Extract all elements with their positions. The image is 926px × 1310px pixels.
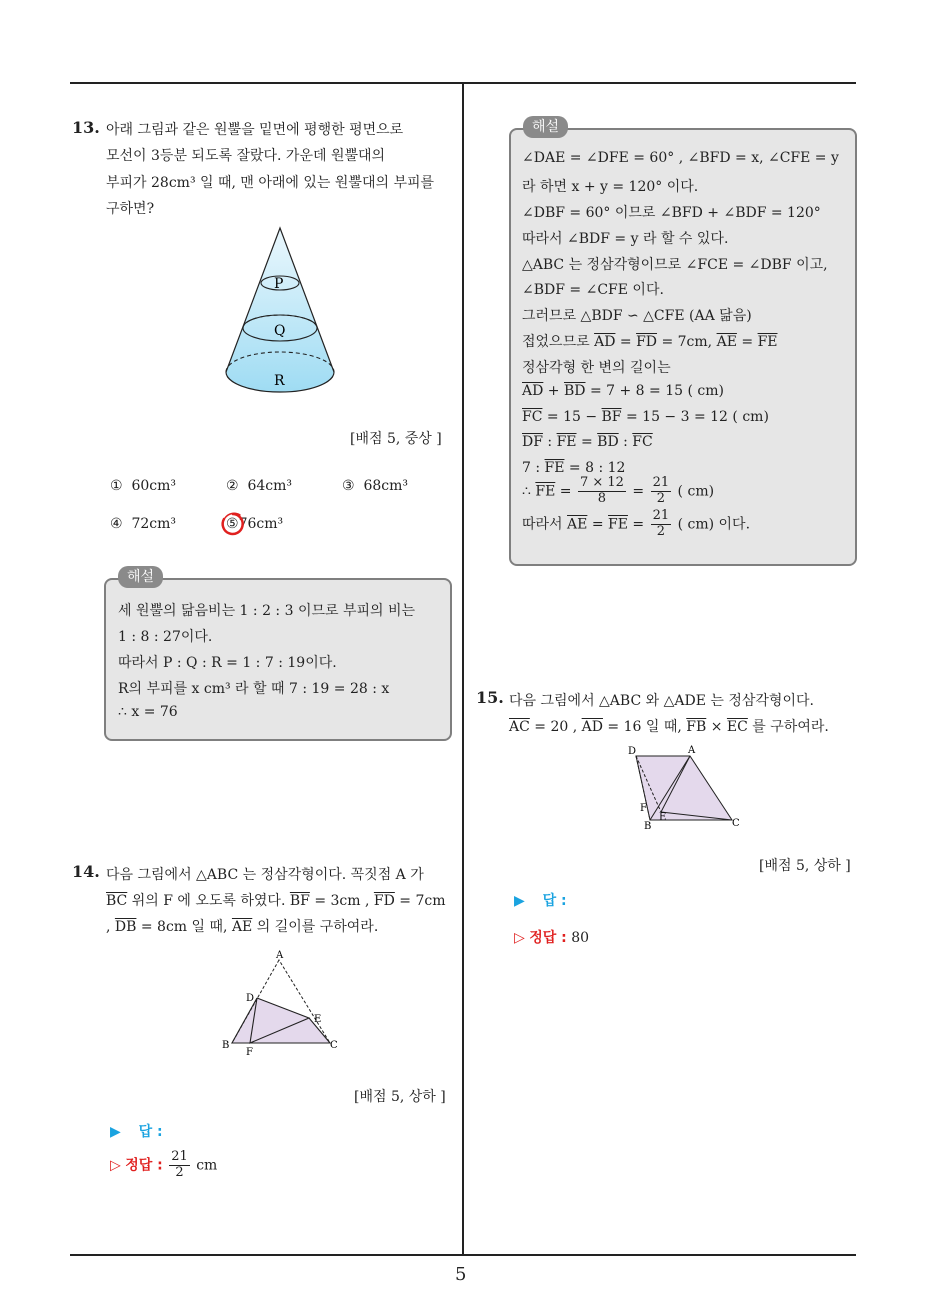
q13-line-4: 구하면? (106, 201, 155, 217)
q13-choice-3[interactable]: ③ 68cm³ (342, 478, 409, 494)
explain14-line-3: ∠DBF = 60° 이므로 ∠BFD + ∠BDF = 120° (522, 205, 821, 221)
fig14-label-d: D (246, 993, 255, 1004)
q13-explain-line-3: 따라서 P : Q : R = 1 : 7 : 19이다. (118, 655, 337, 671)
q14-score: [배점 5, 상하 ] (354, 1089, 446, 1105)
q13-score: [배점 5, 중상 ] (350, 431, 442, 447)
column-divider (462, 84, 464, 1256)
bottom-rule (70, 1254, 856, 1256)
q13-choice-2[interactable]: ② 64cm³ (226, 478, 293, 494)
fig14-label-e: E (314, 1014, 322, 1025)
explain14-line-4: 따라서 ∠BDF = y 라 할 수 있다. (522, 231, 729, 247)
q13-explain-line-1: 세 원뿔의 닮음비는 1 : 2 : 3 이므로 부피의 비는 (118, 603, 416, 619)
explain14-line-15: 따라서 $\overline{AE} = \overline{FE}$ = $\frac{21}{2}$ ( cm) 이다. (522, 508, 751, 539)
fig14-label-f: F (246, 1047, 253, 1058)
fig15-label-e: E (659, 812, 667, 823)
explain14-line-6: ∠BDF = ∠CFE 이다. (522, 282, 664, 298)
fig14-label-c: C (330, 1040, 338, 1051)
fig15-label-f: F (640, 803, 647, 814)
q14-explanation-tag: 해설 (523, 116, 568, 138)
correct-arrow-icon: ▷ (110, 1157, 121, 1174)
q13-line-3: 부피가 28cm³ 일 때, 맨 아래에 있는 원뿔대의 부피를 (106, 175, 435, 191)
cone-label-r: R (274, 373, 285, 389)
q13-line-1: 아래 그림과 같은 원뿔을 밑면에 평행한 평면으로 (106, 122, 404, 138)
q13-explain-line-2: 1 : 8 : 27이다. (118, 629, 213, 645)
fig15-label-c: C (732, 818, 740, 829)
q14-correct-answer: ▷ 정답 : $\frac{21}{2}$ cm (110, 1149, 218, 1180)
q13-choice-1[interactable]: ① 60cm³ (110, 478, 177, 494)
cone-label-p: P (274, 276, 284, 292)
q15-score: [배점 5, 상하 ] (759, 858, 851, 874)
explain14-line-11: $\overline{FC} = 15 - \overline{BF} = 15 - 3 = 12$ ( cm) (522, 409, 769, 425)
explain14-line-9: 정삼각형 한 변의 길이는 (522, 360, 671, 376)
q13-line-2: 모선이 3등분 되도록 잘랐다. 가운데 원뿔대의 (106, 148, 386, 164)
q13-explain-line-4: R의 부피를 x cm³ 라 할 때 7 : 19 = 28 : x (118, 681, 390, 697)
parallelogram-figure (624, 742, 744, 830)
explain14-line-2: 라 하면 x + y = 120° 이다. (522, 179, 699, 195)
answer-arrow-icon: ▶ (110, 1124, 121, 1140)
q13-explanation-tag: 해설 (118, 566, 163, 588)
explain14-line-7: 그러므로 △BDF ∽ △CFE (AA 닮음) (522, 308, 752, 324)
explain14-line-12: $\overline{DF}$ : $\overline{FE} = \overline{BD}$ : $\overline{FC}$ (522, 434, 653, 450)
q14-answer-row: ▶ 답 : (110, 1124, 163, 1140)
question-15-number: 15. (476, 688, 504, 707)
q13-explain-line-5: ∴ x = 76 (118, 704, 178, 720)
q13-choice-5[interactable]: ⑤76cm³ (226, 516, 284, 532)
explain14-line-5: △ABC 는 정삼각형이므로 ∠FCE = ∠DBF 이고, (522, 257, 828, 273)
question-14-number: 14. (72, 862, 100, 881)
explain14-line-8: 접었으므로 $\overline{AD} = \overline{FD} = 7cm$, $\overline{AE} = \overline{FE}$ (522, 334, 778, 350)
explain14-line-1: ∠DAE = ∠DFE = 60° , ∠BFD = x, ∠CFE = y (522, 150, 839, 166)
selected-answer-circle (218, 510, 248, 540)
cone-label-q: Q (274, 323, 286, 339)
triangle-fold-figure (218, 946, 348, 1058)
q13-choice-4[interactable]: ④ 72cm³ (110, 516, 177, 532)
fig14-label-a: A (276, 950, 284, 961)
answer-arrow-icon: ▶ (514, 893, 525, 909)
q14-line-2: $\overline{BC}$ 위의 F 에 오도록 하였다. $\overline{BF} = 3cm$ , $\overline{FD} = 7cm$ (106, 893, 446, 909)
q15-line-1: 다음 그림에서 △ABC 와 △ADE 는 정삼각형이다. (509, 693, 814, 709)
q15-line-2: $\overline{AC} = 20$ , $\overline{AD} = 16$ 일 때, $\overline{FB} \times \overline{EC}$ 를 구하여라. (509, 719, 829, 735)
q15-correct-answer: ▷ 정답 : 80 (514, 930, 590, 946)
fig15-label-a: A (688, 745, 696, 756)
fig15-label-d: D (628, 746, 637, 757)
fig14-label-b: B (222, 1040, 230, 1051)
q15-answer-row: ▶ 답 : (514, 893, 567, 909)
page-number: 5 (455, 1264, 467, 1285)
fig15-label-b: B (644, 821, 652, 830)
question-13-number: 13. (72, 118, 100, 137)
correct-arrow-icon: ▷ (514, 930, 525, 946)
cone-figure (216, 222, 346, 402)
explain14-line-13: 7 : $\overline{FE} = 8$ : 12 (522, 460, 626, 476)
explain14-line-10: $\overline{AD} + \overline{BD} = 7 + 8 = 15$ ( cm) (522, 383, 724, 399)
explain14-line-14: ∴ $\overline{FE}$ = $\frac{7 \times 12}{8}$ = $\frac{21}{2}$ ( cm) (522, 475, 715, 506)
q14-line-3: , $\overline{DB} = 8cm$ 일 때, $\overline{AE}$ 의 길이를 구하여라. (106, 919, 379, 935)
q14-line-1: 다음 그림에서 △ABC 는 정삼각형이다. 꼭짓점 A 가 (106, 867, 424, 883)
